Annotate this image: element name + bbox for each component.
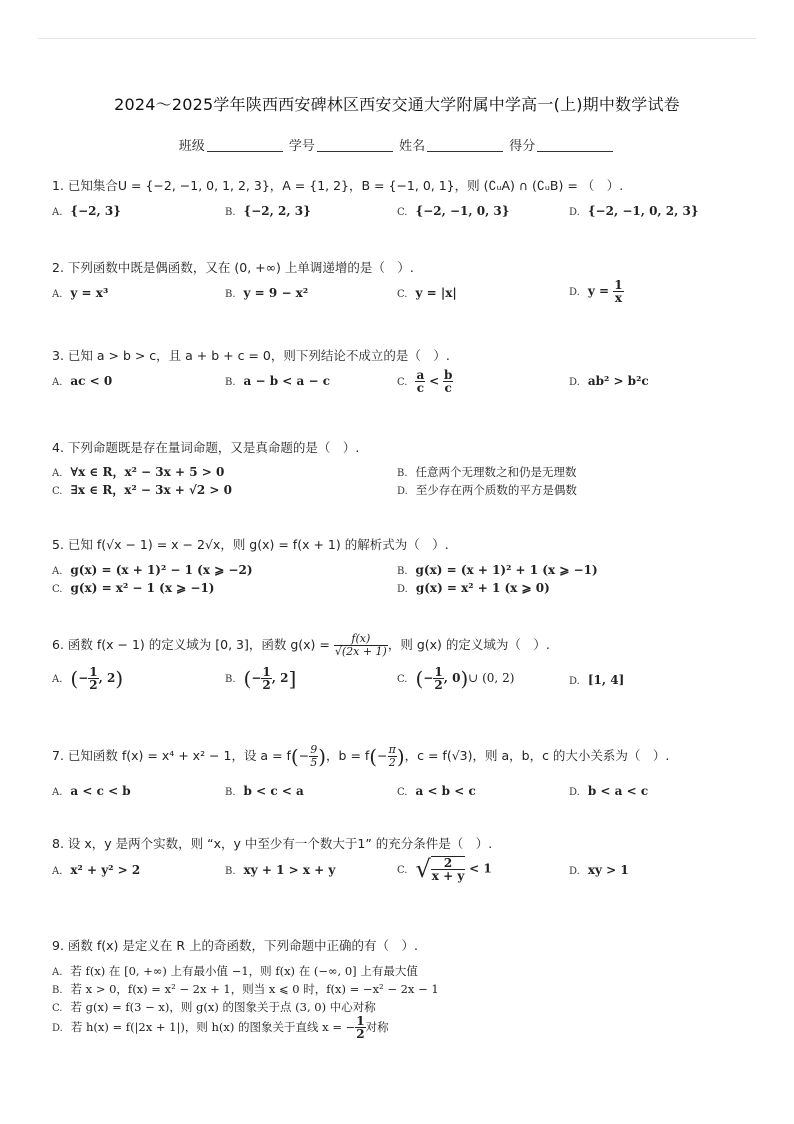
option-text: 至少存在两个质数的平方是偶数 xyxy=(415,483,577,497)
denominator: x xyxy=(614,291,622,305)
question-2-options xyxy=(52,278,754,305)
option-a[interactable] xyxy=(52,373,112,391)
option-label: A. xyxy=(52,674,63,685)
name-label: 姓名 xyxy=(399,139,426,154)
option-label: A. xyxy=(52,566,63,577)
question-3 xyxy=(52,348,754,393)
option-d[interactable] xyxy=(397,580,550,598)
question-3-options xyxy=(52,368,754,395)
question-6-stem xyxy=(52,633,754,658)
option-label: B. xyxy=(225,207,236,218)
header-rule xyxy=(38,38,756,39)
question-7-options xyxy=(52,783,754,803)
question-2 xyxy=(52,260,754,305)
option-text: a < c < b xyxy=(70,784,131,798)
numerator: 1 xyxy=(356,1014,365,1028)
denominator: c xyxy=(416,381,425,395)
fraction xyxy=(415,369,425,394)
denominator: 2 xyxy=(356,1027,365,1041)
fraction xyxy=(334,633,388,658)
option-text: b < a < c xyxy=(587,784,649,798)
option-label: D. xyxy=(569,676,580,687)
option-text: 若 x > 0，f(x) = x² − 2x + 1，则当 x ⩽ 0 时，f(x) = −x² − 2x − 1 xyxy=(70,982,439,996)
fraction xyxy=(88,666,98,691)
option-label: D. xyxy=(52,1023,63,1034)
class-label: 班级 xyxy=(178,139,205,154)
option-label: D. xyxy=(569,377,580,388)
question-8-stem: 8. 设 x，y 是两个实数，则 “x，y 中至少有一个数大于1” 的充分条件是（ ）. xyxy=(52,836,493,851)
option-label: C. xyxy=(397,289,408,300)
numerator: 2 xyxy=(431,857,466,870)
option-label: D. xyxy=(569,207,580,218)
exam-title: 2024～2025学年陕西西安碑林区西安交通大学附属中学高一(上)期中数学试卷 xyxy=(114,95,680,114)
id-label: 学号 xyxy=(288,139,315,154)
stem-part: ，b = f xyxy=(326,748,370,763)
option-text: x² + y² > 2 xyxy=(70,863,141,877)
option-text: 2 xyxy=(280,671,289,685)
option-label: D. xyxy=(397,486,408,497)
numerator: π xyxy=(388,743,396,756)
option-label: B. xyxy=(225,866,236,877)
score-blank[interactable] xyxy=(537,139,613,152)
fraction xyxy=(309,744,318,769)
question-9 xyxy=(52,938,754,1041)
denominator: 2 xyxy=(434,678,443,692)
option-c[interactable] xyxy=(52,482,232,500)
option-a[interactable] xyxy=(52,203,121,221)
option-a[interactable] xyxy=(52,285,108,303)
option-text: 若 g(x) = f(3 − x)，则 g(x) 的图象关于点 (3, 0) 中心对称 xyxy=(70,1000,376,1014)
option-text: xy > 1 xyxy=(587,863,629,877)
option-label: B. xyxy=(225,787,236,798)
option-a[interactable] xyxy=(52,862,140,880)
option-text: a < b < c xyxy=(415,784,476,798)
option-label: A. xyxy=(52,207,63,218)
question-3-stem: 3. 已知 a > b > c，且 a + b + c = 0，则下列结论不成立的是（ ）. xyxy=(52,348,450,363)
option-c[interactable] xyxy=(397,203,510,221)
option-text-tail: 对称 xyxy=(365,1020,389,1034)
question-7-stem: 7. 已知函数 f(x) = x⁴ + x² − 1，设 a = f(− $\frac{9}{5}$ )，b = f(− $\frac{\pi}{2}$ )，c = f(√3)，则 a，b，c 的大小关系为（ ）. xyxy=(52,743,670,769)
option-label: B. xyxy=(397,566,408,577)
option-text: b < c < a xyxy=(243,784,304,798)
option-d[interactable] xyxy=(569,783,648,801)
option-d[interactable] xyxy=(397,482,577,500)
fraction xyxy=(261,666,271,691)
option-text: ab² > b²c xyxy=(587,374,649,388)
option-a[interactable]: A. (− $\frac{1}{2}$ , 2) xyxy=(52,665,124,692)
option-label: C. xyxy=(52,1003,63,1014)
option-c[interactable] xyxy=(397,369,453,394)
fraction xyxy=(388,744,397,769)
option-label: A. xyxy=(52,787,63,798)
option-text: xy + 1 > x + y xyxy=(243,863,336,877)
option-text-tail: ∪ (0, 2) xyxy=(468,671,515,685)
option-b[interactable] xyxy=(225,203,311,221)
stem-part: 7. 已知函数 f(x) = x⁴ + x² − 1，设 a = f xyxy=(52,748,291,763)
fraction xyxy=(433,666,443,691)
numerator: f(x) xyxy=(334,633,388,646)
class-blank[interactable] xyxy=(207,139,283,152)
numerator: 1 xyxy=(89,665,98,679)
numerator: 1 xyxy=(434,665,443,679)
option-a[interactable] xyxy=(52,783,131,801)
option-label: D. xyxy=(569,287,580,298)
option-text: {−2, 3} xyxy=(70,204,121,218)
option-text: 若 h(x) = f(|2x + 1|)，则 h(x) 的图象关于直线 x = − xyxy=(70,1020,356,1034)
option-text: g(x) = (x + 1)² − 1 (x ⩾ −2) xyxy=(70,563,253,577)
denominator: 5 xyxy=(310,756,318,769)
option-text: y = 9 − x² xyxy=(243,286,309,300)
score-label: 得分 xyxy=(509,139,536,154)
option-label: C. xyxy=(397,674,408,685)
option-text: g(x) = (x + 1)² + 1 (x ⩾ −1) xyxy=(415,563,598,577)
stem-part: ，c = f(√3)，则 a，b，c 的大小关系为（ ）. xyxy=(404,748,670,763)
option-c[interactable] xyxy=(52,580,214,598)
question-9-options xyxy=(52,963,754,1041)
question-2-stem: 2. 下列函数中既是偶函数，又在 (0, +∞) 上单调递增的是（ ）. xyxy=(52,260,414,275)
option-d[interactable] xyxy=(569,672,624,690)
question-4-stem: 4. 下列命题既是存在量词命题，又是真命题的是（ ）. xyxy=(52,440,360,455)
fraction xyxy=(613,279,623,304)
option-a[interactable] xyxy=(52,464,224,482)
question-6 xyxy=(52,633,754,692)
option-c[interactable]: C. √ $\frac{2}{x + y}$ < 1 xyxy=(397,855,492,883)
denominator: 2 xyxy=(388,756,396,769)
option-d[interactable] xyxy=(569,279,624,304)
numerator: 1 xyxy=(262,665,271,679)
question-8-options xyxy=(52,855,754,883)
fraction xyxy=(443,369,453,394)
denominator: x + y xyxy=(431,869,465,883)
option-label: B. xyxy=(397,468,408,479)
denominator: c xyxy=(444,381,452,395)
question-4-options xyxy=(52,464,754,500)
option-label: A. xyxy=(52,289,63,300)
option-text: y = |x| xyxy=(415,286,457,300)
option-label: C. xyxy=(397,787,408,798)
option-text: ∀x ∈ R，x² − 3x + 5 > 0 xyxy=(70,465,225,479)
question-9-stem: 9. 函数 f(x) 是定义在 R 上的奇函数，下列命题中正确的有（ ）. xyxy=(52,938,419,953)
option-text: {−2, −1, 0, 3} xyxy=(415,204,510,218)
stem-part: ，则 g(x) 的定义域为（ ）. xyxy=(387,637,550,652)
option-b[interactable] xyxy=(225,373,330,391)
option-b[interactable] xyxy=(397,464,577,482)
question-5-options xyxy=(52,562,754,598)
option-label: C. xyxy=(397,864,408,876)
option-label: C. xyxy=(52,584,63,595)
numerator: b xyxy=(443,368,453,382)
option-label: C. xyxy=(397,377,408,388)
question-1 xyxy=(52,178,754,223)
option-label: B. xyxy=(225,289,236,300)
option-text: 0 xyxy=(452,671,461,685)
option-b[interactable] xyxy=(225,783,304,801)
denominator: 2 xyxy=(89,678,98,692)
question-1-options xyxy=(52,203,754,223)
option-label: A. xyxy=(52,468,63,479)
option-text: < xyxy=(429,374,440,388)
option-text: [1, 4] xyxy=(587,673,625,687)
option-text: a − b < a − c xyxy=(243,374,331,388)
option-a[interactable] xyxy=(52,963,418,981)
denominator: √(2x + 1) xyxy=(334,645,387,658)
id-blank[interactable] xyxy=(317,139,393,152)
denominator: 2 xyxy=(262,678,271,692)
option-d[interactable] xyxy=(569,862,629,880)
question-6-options xyxy=(52,665,754,692)
question-1-stem: 1. 已知集合U = {−2, −1, 0, 1, 2, 3}，A = {1, 2}，B = {−1, 0, 1}，则 (∁ᵤA) ∩ (∁ᵤB) = （ ）. xyxy=(52,178,624,193)
option-text: 任意两个无理数之和仍是无理数 xyxy=(415,465,577,479)
option-text: {−2, −1, 0, 2, 3} xyxy=(587,204,699,218)
option-label: D. xyxy=(569,866,580,877)
option-label: A. xyxy=(52,377,63,388)
option-d[interactable] xyxy=(569,203,699,221)
option-text: 若 f(x) 在 [0, +∞) 上有最小值 −1，则 f(x) 在 (−∞, 0] 上有最大值 xyxy=(70,964,418,978)
option-text: ac < 0 xyxy=(70,374,113,388)
numerator: 9 xyxy=(310,743,318,756)
question-5-stem: 5. 已知 f(√x − 1) = x − 2√x，则 g(x) = f(x + 1) 的解析式为（ ）. xyxy=(52,537,449,552)
option-label: D. xyxy=(569,787,580,798)
option-text: g(x) = x² + 1 (x ⩾ 0) xyxy=(415,581,550,595)
option-label: A. xyxy=(52,866,63,877)
option-b[interactable]: B. (− $\frac{1}{2}$ , 2] xyxy=(225,665,297,692)
numerator: a xyxy=(416,368,425,382)
option-a[interactable] xyxy=(52,562,253,580)
option-label: D. xyxy=(397,584,408,595)
question-7 xyxy=(52,744,754,803)
option-text: y = xyxy=(587,284,614,298)
option-text: g(x) = x² − 1 (x ⩾ −1) xyxy=(70,581,215,595)
option-c[interactable] xyxy=(397,783,476,801)
option-d[interactable] xyxy=(52,1015,389,1040)
option-b[interactable] xyxy=(225,285,308,303)
fraction xyxy=(431,856,466,882)
option-label: C. xyxy=(52,486,63,497)
name-blank[interactable] xyxy=(427,139,503,152)
option-label: B. xyxy=(225,674,236,685)
stem-part: 6. 函数 f(x − 1) 的定义域为 [0, 3]，函数 g(x) = xyxy=(52,637,330,652)
option-text: ∃x ∈ R，x² − 3x + √2 > 0 xyxy=(70,483,233,497)
option-d[interactable] xyxy=(569,373,649,391)
option-label: C. xyxy=(397,207,408,218)
numerator: 1 xyxy=(614,278,623,292)
student-info-line xyxy=(0,135,794,154)
question-8 xyxy=(52,836,754,882)
option-label: A. xyxy=(52,967,63,978)
question-4 xyxy=(52,440,754,500)
option-c[interactable]: C. (− $\frac{1}{2}$ , 0)∪ (0, 2) xyxy=(397,665,515,692)
option-text: < 1 xyxy=(469,861,492,876)
option-b[interactable] xyxy=(397,562,598,580)
option-label: B. xyxy=(225,377,236,388)
option-text: y = x³ xyxy=(70,286,109,300)
option-text: {−2, 2, 3} xyxy=(243,204,311,218)
fraction xyxy=(355,1015,365,1040)
option-b[interactable] xyxy=(225,862,335,880)
question-5 xyxy=(52,537,754,598)
option-c[interactable] xyxy=(397,285,457,303)
option-text: 2 xyxy=(107,671,116,685)
option-b[interactable] xyxy=(52,981,439,999)
option-label: B. xyxy=(52,985,63,996)
